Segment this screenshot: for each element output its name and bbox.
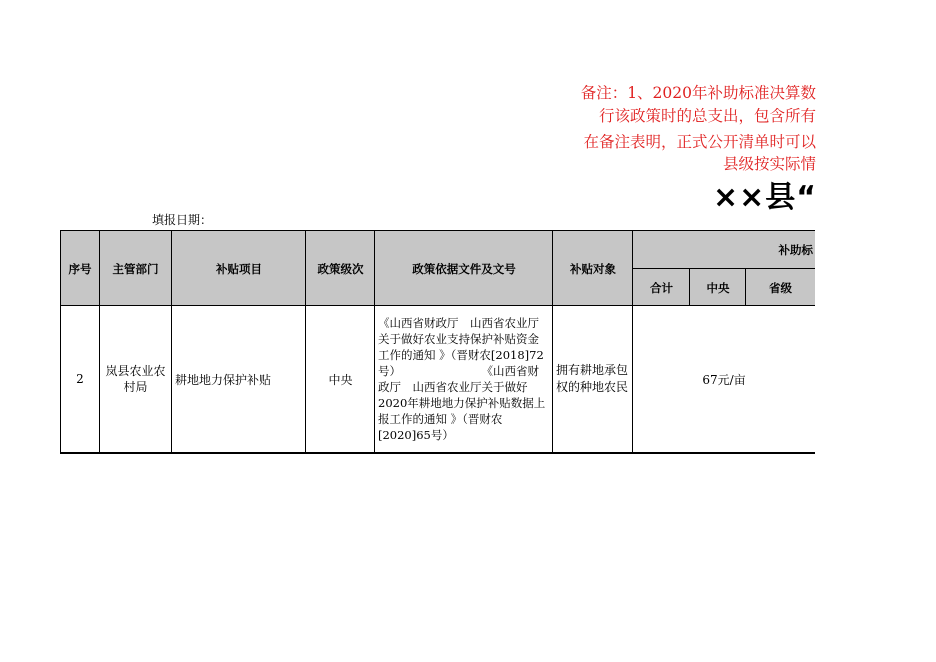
header-level[interactable]: 政策级次 (306, 231, 375, 306)
header-seq[interactable]: 序号 (61, 231, 99, 306)
fill-date-label: 填报日期： (152, 213, 213, 227)
header-total[interactable]: 合计 (633, 269, 690, 306)
grid-line (374, 230, 375, 453)
grid-line (171, 230, 172, 453)
cell-standard[interactable]: 67元/亩 (702, 372, 746, 387)
grid-line (745, 268, 746, 306)
cell-seq[interactable]: 2 (76, 372, 84, 386)
note-line-1: 备注：1、2020年补助标准决算数 (580, 84, 816, 102)
note-line-2: 行该政策时的总支出，包含所有 (598, 107, 816, 125)
header-dept[interactable]: 主管部门 (99, 231, 172, 306)
cell-dept[interactable]: 岚县农业农村局 (105, 364, 166, 394)
grid-line (633, 268, 815, 269)
grid-line (689, 268, 690, 306)
header-basis[interactable]: 政策依据文件及文号 (375, 231, 553, 306)
cell-level[interactable]: 中央 (328, 372, 353, 387)
header-central[interactable]: 中央 (690, 269, 746, 306)
sheet-title: ××县“ (713, 180, 817, 215)
grid-line (632, 230, 633, 453)
grid-line (305, 230, 306, 453)
header-standard[interactable]: 补助标 (633, 231, 815, 269)
cell-target[interactable]: 拥有耕地承包权的种地农民 (556, 363, 629, 394)
header-target[interactable]: 补贴对象 (553, 231, 633, 306)
grid-line (99, 230, 100, 453)
grid-line (61, 305, 815, 306)
grid-line (552, 230, 553, 453)
cell-project[interactable]: 耕地地力保护补贴 (175, 372, 272, 387)
grid-line (61, 230, 815, 231)
note-line-3: 在备注表明，正式公开清单时可以 (583, 133, 816, 151)
header-project[interactable]: 补贴项目 (172, 231, 306, 306)
header-province[interactable]: 省级 (746, 269, 815, 306)
grid-line (61, 452, 815, 454)
grid-line (60, 230, 61, 454)
cell-basis[interactable]: 《山西省财政厅 山西省农业厅关于做好农业支持保护补贴资金工作的通知 》（晋财农[2018]72号） 《山西省财政厅 山西省农业厅关于做好2020年耕地地力保护补贴数据上报工作的通知 》（晋财农[2020]65号） (378, 316, 546, 442)
note-line-4: 县级按实际情 (722, 155, 816, 173)
